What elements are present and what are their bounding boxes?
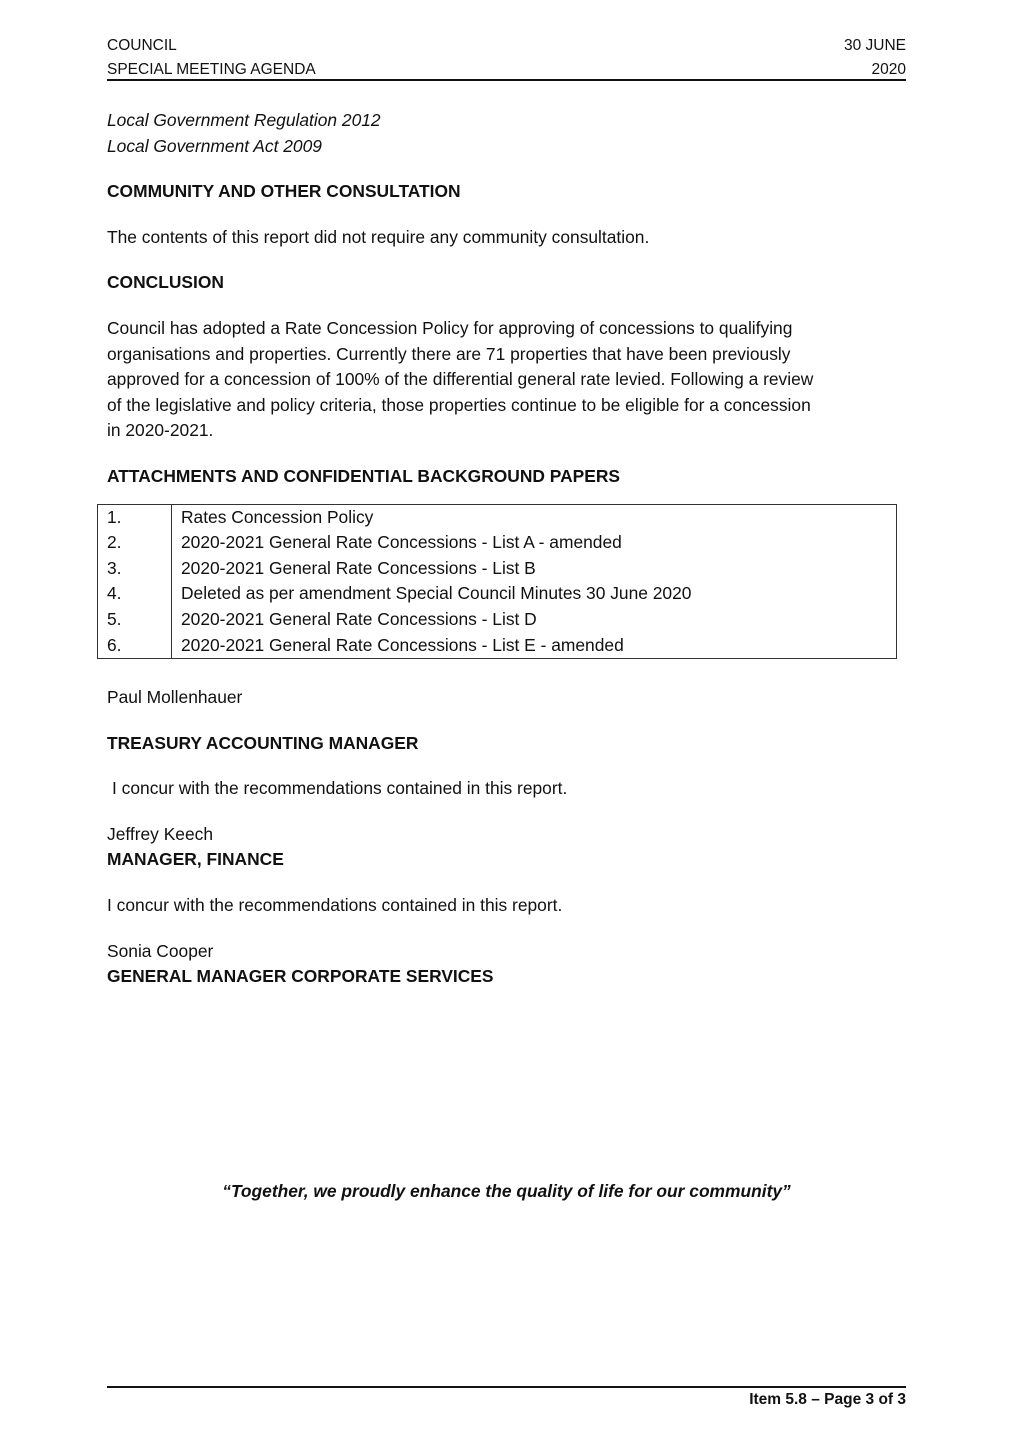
table-row: [98, 504, 897, 530]
finance-manager-title: MANAGER, FINANCE: [107, 849, 284, 870]
attachment-number: 6.: [98, 633, 172, 659]
general-manager-name: Sonia Cooper: [107, 940, 214, 961]
general-manager-title: GENERAL MANAGER CORPORATE SERVICES: [107, 966, 494, 987]
author-name: Paul Mollenhauer: [107, 687, 243, 708]
attachments-heading: ATTACHMENTS AND CONFIDENTIAL BACKGROUND PAPERS: [107, 465, 621, 486]
header-date-line2: 2020: [871, 61, 906, 78]
header-meeting: SPECIAL MEETING AGENDA: [107, 61, 316, 78]
attachment-number: 1.: [98, 504, 172, 530]
header-left: [107, 34, 316, 82]
header-right: [844, 34, 906, 82]
concur-statement-1: I concur with the recommendations contained in this report.: [112, 778, 568, 799]
conclusion-line: of the legislative and policy criteria, those properties continue to be eligible for a concession: [107, 394, 811, 415]
table-row: [98, 581, 897, 607]
header-divider: [107, 79, 906, 81]
header-org: COUNCIL: [107, 37, 177, 54]
consultation-body: The contents of this report did not require any community consultation.: [107, 226, 650, 247]
conclusion-line: Council has adopted a Rate Concession Policy for approving of concessions to qualifying: [107, 317, 793, 338]
finance-manager-name: Jeffrey Keech: [107, 823, 214, 844]
legislation-act: Local Government Act 2009: [107, 135, 322, 156]
attachment-title: 2020-2021 General Rate Concessions - List A - amended: [181, 532, 622, 553]
conclusion-line: in 2020-2021.: [107, 420, 214, 441]
conclusion-line: approved for a concession of 100% of the differential general rate levied. Following a review: [107, 369, 814, 390]
footer-divider: [107, 1386, 906, 1388]
table-row: [98, 556, 897, 582]
legislation-regulation: Local Government Regulation 2012: [107, 110, 381, 130]
page-number-label: Item 5.8 – Page 3 of 3: [749, 1391, 906, 1408]
attachment-title: 2020-2021 General Rate Concessions - List B: [181, 557, 536, 578]
table-row: [98, 530, 897, 556]
table-row: [98, 633, 897, 659]
report-body: [107, 108, 907, 990]
attachment-title: Deleted as per amendment Special Council Minutes 30 June 2020: [181, 583, 692, 604]
attachment-title: 2020-2021 General Rate Concessions - List E - amended: [181, 634, 624, 655]
attachment-number: 2.: [98, 530, 172, 556]
attachment-number: 4.: [98, 581, 172, 607]
council-motto: “Together, we proudly enhance the quality of life for our community”: [222, 1181, 791, 1201]
conclusion-heading: CONCLUSION: [107, 272, 224, 293]
header-date-line1: 30 JUNE: [843, 37, 906, 54]
attachment-number: 5.: [98, 607, 172, 633]
attachment-title: 2020-2021 General Rate Concessions - List D: [181, 608, 537, 629]
attachment-title: Rates Concession Policy: [181, 506, 374, 527]
conclusion-paragraph: [107, 316, 907, 444]
conclusion-line: organisations and properties. Currently there are 71 properties that have been previously: [107, 343, 791, 364]
author-title: TREASURY ACCOUNTING MANAGER: [107, 732, 419, 753]
attachments-table: [97, 504, 897, 660]
concur-statement-2: I concur with the recommendations contained in this report.: [107, 895, 563, 916]
consultation-heading: COMMUNITY AND OTHER CONSULTATION: [107, 181, 461, 202]
table-row: [98, 607, 897, 633]
attachment-number: 3.: [98, 556, 172, 582]
